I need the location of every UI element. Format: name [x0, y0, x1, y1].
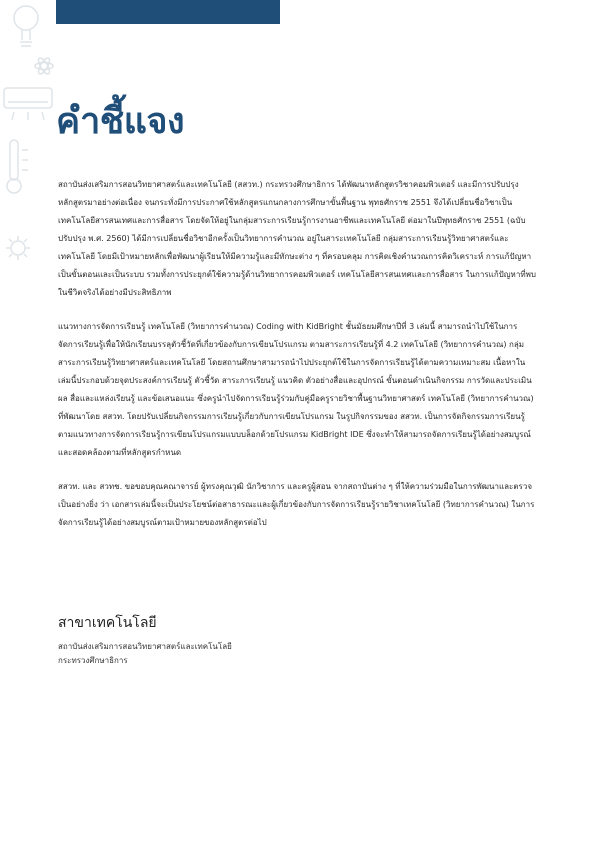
body-text — [58, 176, 538, 548]
paragraph-guideline: แนวทางการจัดการเรียนรู้ เทคโนโลยี (วิทยาการคำนวณ) Coding with KidBright ชั้นมัธยมศึกษาปีที่ 3 เล่มนี้ สามารถนำไปใช้ในการจัดการเรียนรู้เพื่อให้นักเรียนบรรลุตัวชี้วัดที่เกี่ยวข้องกับการเขียนโปรแกรม ตามสาระการเรียนรู้ที่ 4.2 เทคโนโลยี (วิทยาการคำนวณ) กลุ่มสาระการเรียนรู้วิทยาศาสตร์และเทคโนโลยี โดยสถานศึกษาสามารถนำไปประยุกต์ใช้ในการจัดการเรียนรู้ได้ตามความเหมาะสม เนื้อหาในเล่มนี้ประกอบด้วยจุดประสงค์การเรียนรู้ ตัวชี้วัด สาระการเรียนรู้ แนวคิด ตัวอย่างสื่อและอุปกรณ์ ขั้นตอนดำเนินกิจกรรม การวัดและประเมินผล สื่อและแหล่งเรียนรู้ และข้อเสนอแนะ ซึ่งครูนำไปจัดการเรียนรู้ร่วมกับคู่มือครูรายวิชาพื้นฐานวิทยาศาสตร์ เทคโนโลยี (วิทยาการคำนวณ) ที่พัฒนาโดย สสวท. โดยปรับเปลี่ยนกิจกรรมการเรียนรู้เกี่ยวกับการเขียนโปรแกรม ในรูปกิจกรรมของ สสวท. เป็นการจัดกิจกรรมการเรียนรู้ตามแนวทางการจัดการเรียนรู้การเขียนโปรแกรมแบบบล็อกด้วยโปรแกรม KidBright IDE ซึ่งจะทำให้สามารถจัดการเรียนรู้ได้อย่างสมบูรณ์และสอดคล้องตามที่หลักสูตรกำหนด — [58, 322, 534, 457]
lightbulb-icon — [14, 6, 38, 46]
thermometer-icon — [7, 140, 28, 193]
decorative-icons — [0, 0, 58, 270]
paragraph-thanks: สสวท. และ สวทช. ขอขอบคุณคณาจารย์ ผู้ทรงคุณวุฒิ นักวิชาการ และครูผู้สอน จากสถาบันต่าง ๆ ที่ให้ความร่วมมือในการพัฒนาและตรวจเป็นอย่างยิ่ง ว่า เอกสารเล่มนี้จะเป็นประโยชน์ต่อสาธารณะและผู้เกี่ยวข้องกับการจัดการเรียนรู้รายวิชาเทคโนโลยี (วิทยาการคำนวณ) ในการจัดการเรียนรู้ได้อย่างสมบูรณ์ตามเป้าหมายของหลักสูตรต่อไป — [58, 482, 535, 527]
signature-ministry: กระทรวงศึกษาธิการ — [58, 656, 128, 665]
gear-icon — [6, 236, 30, 260]
page-title: คำชี้แจง — [56, 101, 185, 142]
atom-icon — [35, 56, 53, 75]
signature-name: สาขาเทคโนโลยี — [58, 615, 157, 631]
signature-organization: สถาบันส่งเสริมการสอนวิทยาศาสตร์และเทคโนโลยี — [58, 642, 232, 651]
signature-block — [58, 612, 538, 668]
header-accent-bar — [56, 0, 280, 24]
paragraph-intro: สถาบันส่งเสริมการสอนวิทยาศาสตร์และเทคโนโลยี (สสวท.) กระทรวงศึกษาธิการ ได้พัฒนาหลักสูตรวิชาคอมพิวเตอร์ และมีการปรับปรุงหลักสูตรมาอย่างต่อเนื่อง จนกระทั่งมีการประกาศใช้หลักสูตรแกนกลางการศึกษาขั้นพื้นฐาน พุทธศักราช 2551 จึงได้เปลี่ยนชื่อวิชาเป็น เทคโนโลยีสารสนเทศและการสื่อสาร โดยจัดให้อยู่ในกลุ่มสาระการเรียนรู้การงานอาชีพและเทคโนโลยี ต่อมาในปีพุทธศักราช 2551 (ฉบับปรับปรุง พ.ศ. 2560) ได้มีการเปลี่ยนชื่อวิชาอีกครั้งเป็นวิทยาการคำนวณ อยู่ในสาระเทคโนโลยี กลุ่มสาระการเรียนรู้วิทยาศาสตร์และเทคโนโลยี โดยมีเป้าหมายหลักเพื่อพัฒนาผู้เรียนให้มีความรู้และมีทักษะต่าง ๆ ที่ครอบคลุม การคิดเชิงคำนวณการคิดวิเคราะห์ การแก้ปัญหาเป็นขั้นตอนและเป็นระบบ รวมทั้งการประยุกต์ใช้ความรู้ด้านวิทยาการคอมพิวเตอร์ เทคโนโลยีสารสนเทศและการสื่อสาร ในการแก้ปัญหาที่พบในชีวิตจริงได้อย่างมีประสิทธิภาพ — [58, 180, 536, 297]
air-conditioner-icon — [4, 88, 52, 120]
